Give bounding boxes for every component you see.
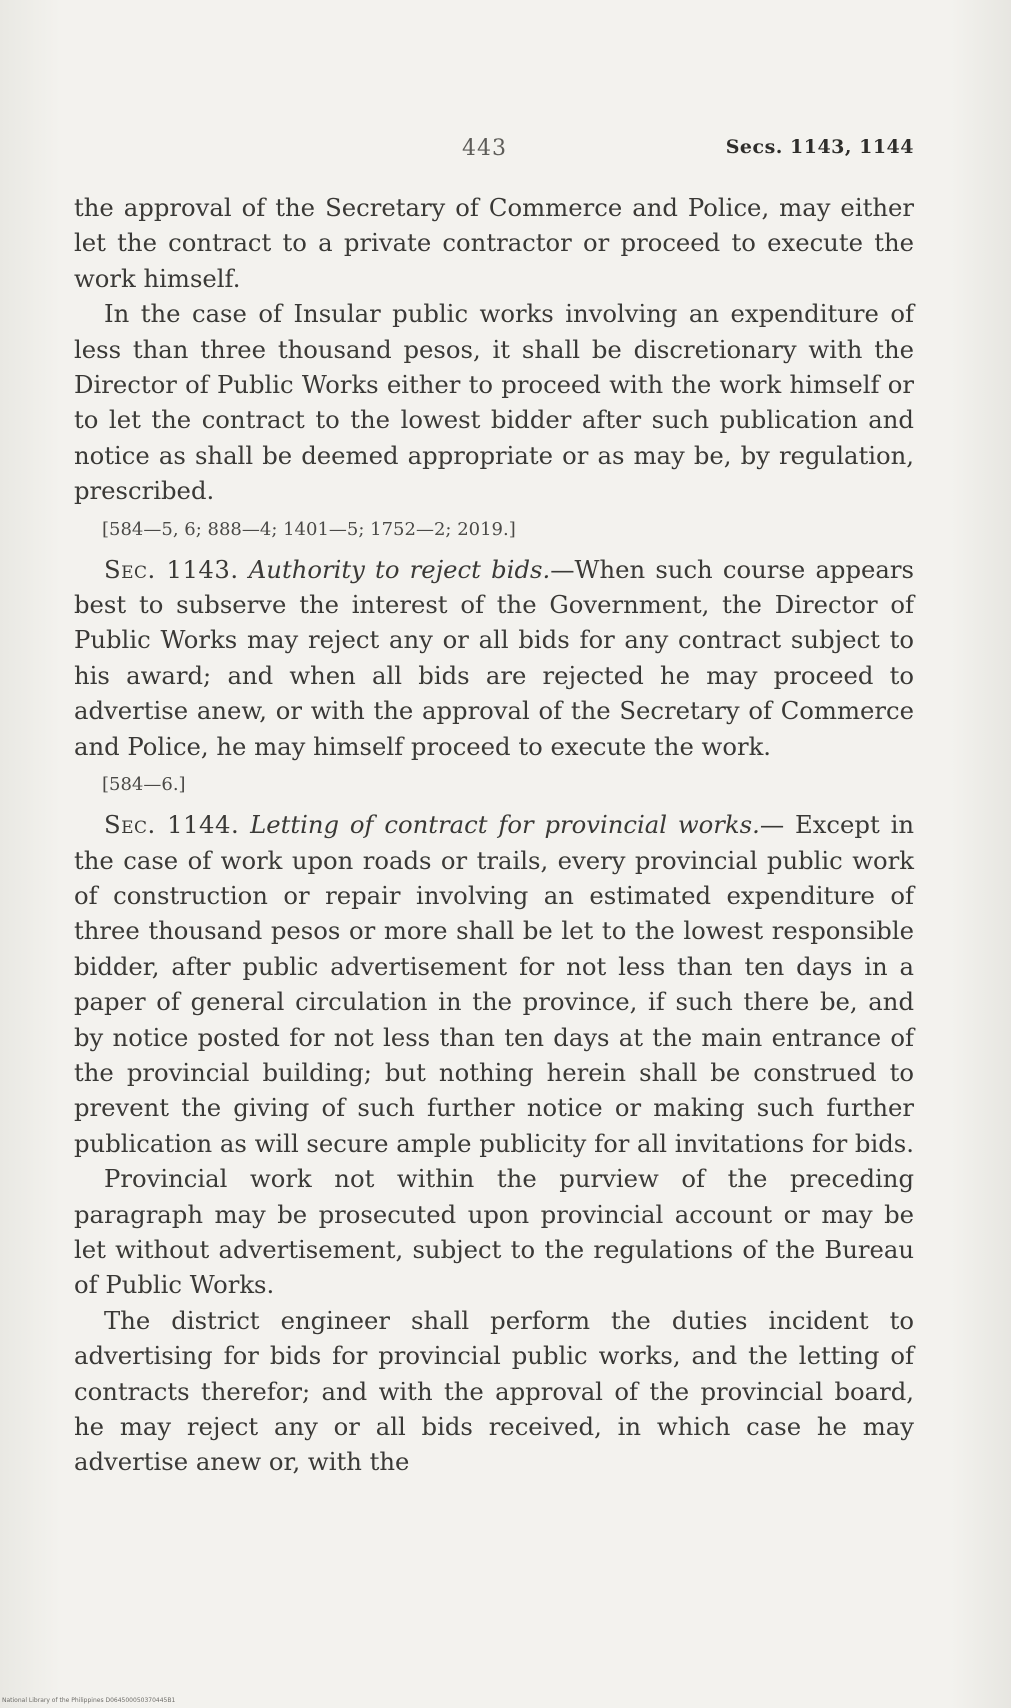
page-header [74, 136, 914, 166]
paragraph-insular-works: In the case of Insular public works involving an expenditure of less than three thousand pesos, it shall be discretionary with the Director of Public Works either to proceed with the work himself or to let the contract to the lowest bidder after such publication and notice as shall be deemed appropriate or as may be, by regulation, prescribed. [74, 299, 914, 506]
scan-footer: National Library of the Philippines D064500050370445B1 [2, 1697, 176, 1704]
section-1144-title: Letting of contract for provincial works. [250, 810, 760, 840]
citation-sec-1142: [584—5, 6; 888—4; 1401—5; 1752—2; 2019.] [102, 518, 516, 540]
page-number: 443 [462, 136, 507, 161]
section-reference: Secs. 1143, 1144 [725, 136, 914, 158]
paragraph-continuation: the approval of the Secretary of Commerce and Police, may either let the contract to a private contractor or proceed to execute the work himself. [74, 193, 914, 293]
section-1143 [74, 552, 914, 764]
citation-sec-1143: [584—6.] [102, 774, 186, 796]
section-1143-title: Authority to reject bids. [248, 554, 551, 584]
paragraph-provincial-work: Provincial work not within the purview of the preceding paragraph may be prosecuted upon provincial account or may be let without advertisement, subject to the regulations of the Bureau of Public Works. [74, 1164, 914, 1300]
section-1144 [74, 807, 914, 1161]
section-1143-label: Sec. 1143. [104, 554, 239, 584]
body-text [74, 190, 914, 1480]
section-1144-text: — Except in the case of work upon roads or trails, every provincial public work of construction or repair involving an estimated expenditure of three thousand pesos or more shall be let to the lowest responsible bidder, after public advertisement for not less than ten days in a paper of general circulation in the province, if such there be, and by notice posted for not less than ten days at the main entrance of the provincial building; but nothing herein shall be construed to prevent the giving of such further notice or making such further publication as will secure ample publicity for all invitations for bids. [74, 810, 915, 1158]
section-1144-label: Sec. 1144. [104, 810, 240, 840]
section-1143-text: —When such course appears best to subserve the interest of the Government, the Director of Public Works may reject any or all bids for any contract subject to his award; and when all bids are rejected he may proceed to advertise anew, or with the approval of the Secretary of Commerce and Police, he may himself proceed to execute the work. [74, 554, 914, 761]
paragraph-district-engineer: The district engineer shall perform the duties incident to advertising for bids for provincial public works, and the letting of contracts therefor; and with the approval of the provincial board, he may reject any or all bids received, in which case he may advertise anew or, with the [74, 1305, 914, 1477]
